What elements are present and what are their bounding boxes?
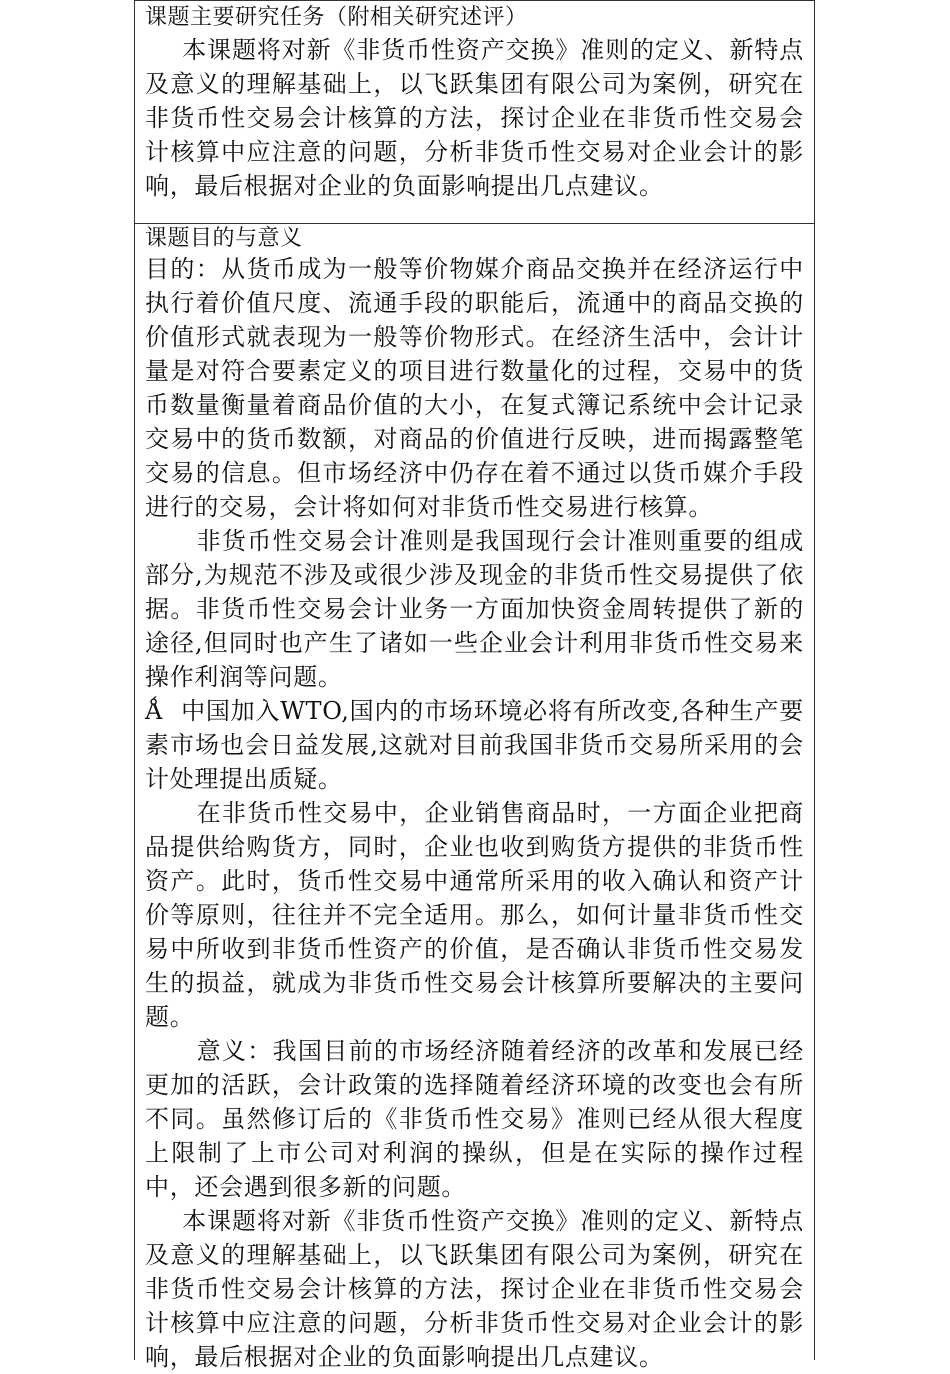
document-table bbox=[134, 0, 815, 1371]
research-tasks-heading: 课题主要研究任务（附相关研究述评） bbox=[145, 5, 528, 30]
research-tasks-paragraph: 本课题将对新《非货币性资产交换》准则的定义、新特点及意义的理解基础上，以飞跃集团有限公司为案例，研究在非货币性交易会计核算的方法，探讨企业在非货币性交易会计核算中应注意的问题，分析非货币性交易对企业会计的影响，最后根据对企业的负面影响提出几点建议。 bbox=[145, 36, 804, 200]
measurement-paragraph: 在非货币性交易中，企业销售商品时，一方面企业把商品提供给购货方，同时，企业也收到购货方提供的非货币性资产。此时，货币性交易中通常所采用的收入确认和资产计价等原则，往往并不完全适用。那么，如何计量非货币性交易中所收到非货币性资产的价值，是否确认非货币性交易发生的损益，就成为非货币性交易会计核算所要解决的主要问题。 bbox=[145, 799, 804, 1031]
purpose-significance-cell bbox=[135, 224, 814, 1371]
research-repeat-paragraph: 本课题将对新《非货币性资产交换》准则的定义、新特点及意义的理解基础上，以飞跃集团有限公司为案例，研究在非货币性交易会计核算的方法，探讨企业在非货币性交易会计核算中应注意的问题，分析非货币性交易对企业会计的影响，最后根据对企业的负面影响提出几点建议。 bbox=[145, 1207, 804, 1371]
wto-paragraph-text: 中国加入WTO,国内的市场环境必将有所改变,各种生产要素市场也会日益发展,这就对目前我国非货币交易所采用的会计处理提出质疑。 bbox=[145, 697, 804, 793]
research-tasks-cell bbox=[135, 0, 814, 224]
bullet-glyph: Ǻ bbox=[145, 697, 164, 725]
purpose-significance-heading: 课题目的与意义 bbox=[145, 226, 303, 251]
purpose-paragraph: 目的：从货币成为一般等价物媒介商品交换并在经济运行中执行着价值尺度、流通手段的职能后，流通中的商品交换的价值形式就表现为一般等价物形式。在经济生活中，会计计量是对符合要素定义的项目进行数量化的过程，交易中的货币数量衡量着商品价值的大小，在复式簿记系统中会计记录交易中的货币数额，对商品的价值进行反映，进而揭露整笔交易的信息。但市场经济中仍存在着不通过以货币媒介手段进行的交易，会计将如何对非货币性交易进行核算。 bbox=[145, 255, 804, 521]
significance-paragraph: 意义：我国目前的市场经济随着经济的改革和发展已经更加的活跃，会计政策的选择随着经济环境的改变也会有所不同。虽然修订后的《非货币性交易》准则已经从很大程度上限制了上市公司对利润的操纵，但是在实际的操作过程中，还会遇到很多新的问题。 bbox=[145, 1037, 804, 1201]
wto-paragraph bbox=[145, 694, 804, 796]
standards-paragraph: 非货币性交易会计准则是我国现行会计准则重要的组成部分,为规范不涉及或很少涉及现金的非货币性交易提供了依据。非货币性交易会计业务一方面加快资金周转提供了新的途径,但同时也产生了诸如一些企业会计利用非货币性交易来操作利润等问题。 bbox=[145, 527, 804, 691]
